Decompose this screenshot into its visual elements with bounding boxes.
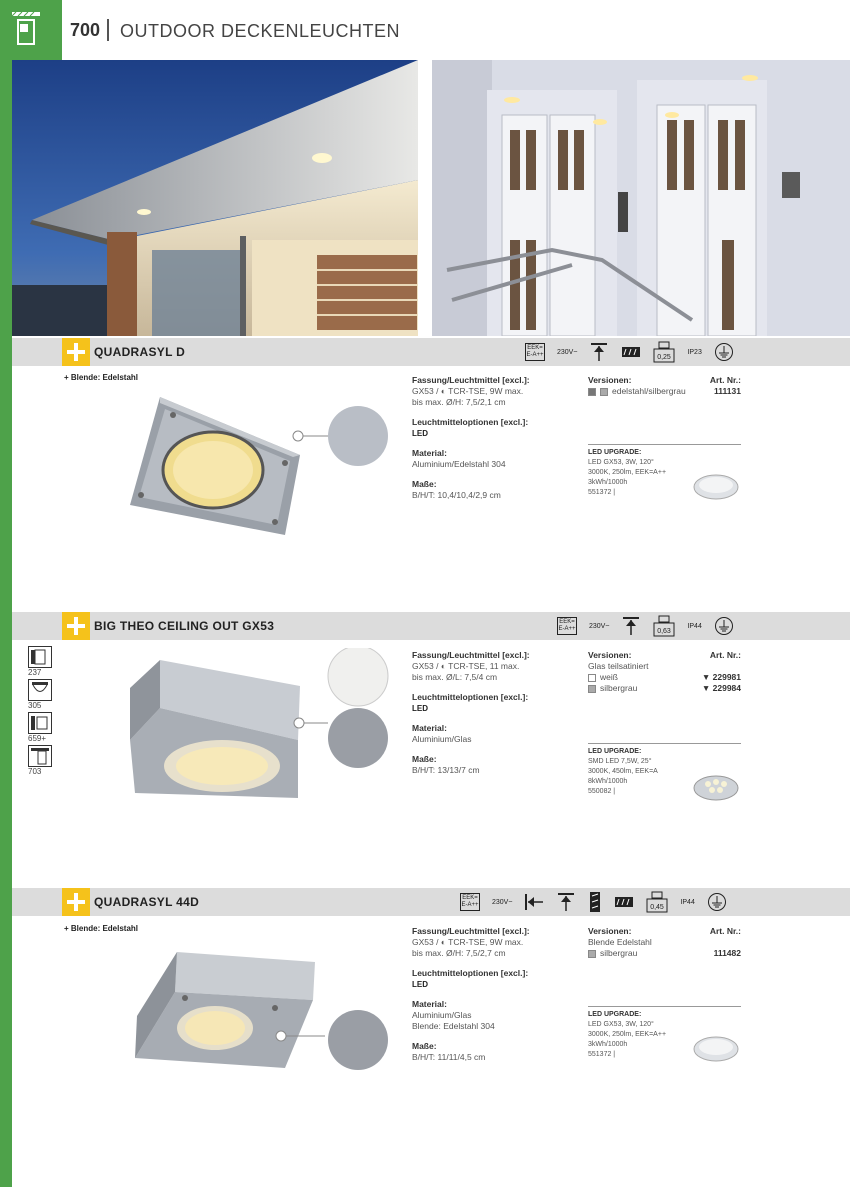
spec-block: [412, 375, 572, 501]
masse-heading: Maße:: [412, 754, 437, 764]
svg-text:0,25: 0,25: [657, 354, 672, 361]
material-line: Aluminium/Glas: [412, 1010, 472, 1020]
novelty-plus-icon: [62, 888, 90, 916]
color-swatch: [588, 950, 596, 958]
versions-block: [588, 650, 741, 694]
article-number: ▼ 229984: [701, 683, 741, 693]
upgrade-line: 3000K, 450lm, EEK=A: [588, 768, 658, 775]
version-row: [588, 683, 741, 694]
svg-text:0,63: 0,63: [657, 628, 672, 635]
versions-block: [588, 926, 741, 959]
fassung-line: GX53 / ◐ TCR-TSE, 9W max.: [412, 937, 524, 947]
spec-icon-row: [525, 340, 746, 364]
art-nr-heading: Art. Nr.:: [709, 650, 741, 660]
fassung-line: bis max. Ø/H: 7,5/2,1 cm: [412, 397, 506, 407]
material-line: Aluminium/Glas: [412, 734, 472, 744]
weight-icon: [653, 341, 675, 363]
novelty-plus-icon: [62, 612, 90, 640]
fassung-line: bis max. Ø/H: 7,5/2,7 cm: [412, 948, 506, 958]
led-icon: LED: [412, 429, 428, 438]
related-product[interactable]: 237: [28, 646, 54, 677]
ip-rating: IP23: [687, 348, 702, 356]
article-number: 111131: [714, 386, 741, 396]
upgrade-heading: LED UPGRADE:: [588, 1011, 642, 1018]
outdoor-ceiling-icon: [10, 10, 52, 50]
upgrade-line: 3000K, 250lm, EEK=A++: [588, 469, 667, 476]
fassung-heading: Fassung/Leuchtmittel [excl.]:: [412, 926, 530, 936]
voltage-label: 230V~: [589, 622, 610, 630]
version-label: weiß: [600, 672, 618, 682]
upgrade-line: LED GX53, 3W, 120°: [588, 459, 654, 466]
upgrade-block: [588, 1006, 741, 1060]
material-heading: Material:: [412, 999, 447, 1009]
ceiling-mount-icon: [589, 342, 609, 362]
optionen-heading: Leuchtmitteloptionen [excl.]:: [412, 417, 529, 427]
upgrade-line: 551372 |: [588, 489, 616, 496]
upgrade-line: 3kWh/1000h: [588, 479, 628, 486]
upgrade-line: SMD LED 7,5W, 25°: [588, 758, 652, 765]
led-icon: LED: [412, 704, 428, 713]
led-icon: LED: [412, 980, 428, 989]
fassung-line: GX53 / ◐ TCR-TSE, 9W max.: [412, 386, 524, 396]
upgrade-heading: LED UPGRADE:: [588, 449, 642, 456]
color-swatch: [600, 388, 608, 396]
upgrade-line: 3000K, 250lm, EEK=A++: [588, 1031, 667, 1038]
section-bar-quadrasyl-d: [12, 338, 850, 366]
versions-subtitle: Glas teilsatiniert: [588, 661, 649, 671]
fassung-heading: Fassung/Leuchtmittel [excl.]:: [412, 375, 530, 385]
version-label: edelstahl/silbergrau: [612, 386, 686, 396]
upgrade-block: [588, 444, 741, 498]
version-label: silbergrau: [600, 683, 638, 693]
related-product[interactable]: 305: [28, 679, 54, 710]
page-title: OUTDOOR DECKENLEUCHTEN: [120, 21, 401, 41]
weight-icon: [653, 615, 675, 637]
protection-class-icon: [714, 342, 734, 362]
installation-surface-icon: [621, 345, 641, 359]
led-bulb-image: [693, 772, 739, 804]
material-heading: Material:: [412, 723, 447, 733]
versions-heading: Versionen:: [588, 650, 632, 660]
installation-surface-icon: [614, 895, 634, 909]
version-row: [588, 948, 741, 959]
article-number: ▼ 229981: [701, 672, 741, 682]
related-product[interactable]: 703: [28, 745, 54, 776]
product-image-quadrasyl-44d: [135, 950, 395, 1070]
protection-class-icon: [714, 616, 734, 636]
protection-class-icon: [707, 892, 727, 912]
version-label: silbergrau: [600, 948, 638, 958]
related-product[interactable]: 659+: [28, 712, 54, 743]
masse-heading: Maße:: [412, 479, 437, 489]
voltage-label: 230V~: [557, 348, 578, 356]
material-line: Aluminium/Edelstahl 304: [412, 459, 506, 469]
category-tab: [0, 0, 62, 60]
optionen-heading: Leuchtmitteloptionen [excl.]:: [412, 692, 529, 702]
blende-note: + Blende: Edelstahl: [64, 924, 139, 933]
wall-mount-icon: [524, 892, 544, 912]
section-bar-quadrasyl-44d: [12, 888, 850, 916]
product-name: QUADRASYL 44D: [94, 895, 200, 909]
led-bulb-image: [693, 471, 739, 503]
versions-subtitle: Blende Edelstahl: [588, 937, 652, 947]
masse-line: B/H/T: 10,4/10,4/2,9 cm: [412, 490, 501, 500]
fassung-line: bis max. Ø/L: 7,5/4 cm: [412, 672, 498, 682]
section-bar-big-theo: [12, 612, 850, 640]
versions-heading: Versionen:: [588, 926, 632, 936]
masse-heading: Maße:: [412, 1041, 437, 1051]
voltage-label: 230V~: [492, 898, 513, 906]
energy-label-icon: EEK= E-A++: [525, 343, 545, 361]
versions-heading: Versionen:: [588, 375, 632, 385]
spec-icon-row: [460, 890, 739, 914]
weight-icon: [646, 891, 668, 913]
side-stripe: [0, 0, 12, 1187]
product-image-quadrasyl-d: [125, 395, 395, 540]
color-swatch: [588, 685, 596, 693]
fassung-heading: Fassung/Leuchtmittel [excl.]:: [412, 650, 530, 660]
upgrade-line: 551372 |: [588, 1051, 616, 1058]
product-image-big-theo: [130, 648, 395, 808]
page-number: 700: [70, 20, 101, 40]
ip-rating: IP44: [687, 622, 702, 630]
art-nr-heading: Art. Nr.:: [709, 926, 741, 936]
optionen-heading: Leuchtmitteloptionen [excl.]:: [412, 968, 529, 978]
wall-surface-icon: [588, 891, 602, 913]
ceiling-mount-icon: [621, 616, 641, 636]
color-swatch: [588, 674, 596, 682]
energy-label-icon: EEK= E-A++: [557, 617, 577, 635]
material-line: Blende: Edelstahl 304: [412, 1021, 495, 1031]
spec-block: [412, 650, 572, 776]
novelty-plus-icon: [62, 338, 90, 366]
hero-photo-house: [12, 60, 418, 336]
ip-rating: IP44: [680, 898, 695, 906]
spec-icon-row: [557, 614, 746, 638]
upgrade-line: 8kWh/1000h: [588, 778, 628, 785]
version-row: [588, 672, 741, 683]
fassung-line: GX53 / ◐ TCR-TSE, 11 max.: [412, 661, 520, 671]
ceiling-mount-icon: [556, 892, 576, 912]
svg-text:0,45: 0,45: [650, 904, 665, 911]
upgrade-line: LED GX53, 3W, 120°: [588, 1021, 654, 1028]
art-nr-heading: Art. Nr.:: [709, 375, 741, 385]
product-name: QUADRASYL D: [94, 345, 186, 359]
upgrade-block: [588, 743, 741, 797]
blende-note: + Blende: Edelstahl: [64, 373, 139, 382]
upgrade-line: 550082 |: [588, 788, 616, 795]
related-products-sidebar: [28, 646, 58, 778]
color-swatch: [588, 388, 596, 396]
version-row: [588, 386, 741, 397]
hero-photo-entrance: [432, 60, 850, 336]
led-bulb-image: [693, 1033, 739, 1065]
masse-line: B/H/T: 11/11/4,5 cm: [412, 1052, 486, 1062]
material-heading: Material:: [412, 448, 447, 458]
upgrade-line: 3kWh/1000h: [588, 1041, 628, 1048]
upgrade-heading: LED UPGRADE:: [588, 748, 642, 755]
header-divider: [107, 19, 109, 41]
masse-line: B/H/T: 13/13/7 cm: [412, 765, 480, 775]
product-name: BIG THEO CEILING OUT GX53: [94, 619, 275, 633]
article-number: 111482: [713, 948, 741, 958]
versions-block: [588, 375, 741, 397]
spec-block: [412, 926, 572, 1063]
energy-label-icon: EEK= E-A++: [460, 893, 480, 911]
